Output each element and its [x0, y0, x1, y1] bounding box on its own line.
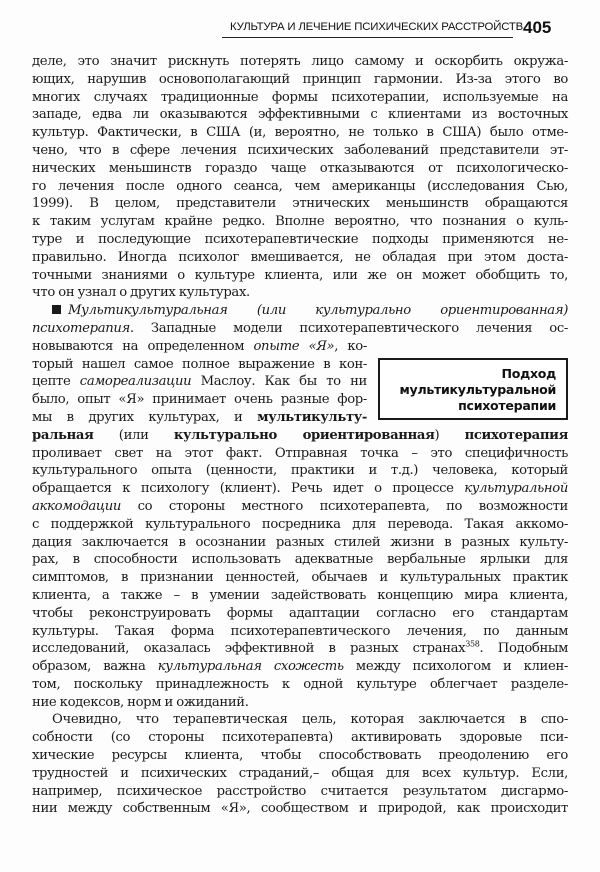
section-heading: Мультикультуральная (или культурально ориентированная): [68, 303, 568, 319]
text-line: трудностей и психических страданий,– общая для всех культур. Если,: [32, 765, 568, 781]
text-line: го лечения после одного сеанса, чем американцы (исследования Сью,: [32, 178, 568, 194]
section-heading-line: [32, 302, 568, 320]
text-line: проливает свет на этот факт. Отправная точка – это специфичность: [32, 445, 568, 461]
text-span: , ко-: [334, 338, 367, 354]
term-bold: ральная: [32, 427, 94, 443]
term-italic: культуральная схожесть: [157, 659, 344, 675]
text-span: обращается к психологу (клиент). Речь идет о процессе: [32, 481, 465, 497]
running-title: КУЛЬТУРА И ЛЕЧЕНИЕ ПСИХИЧЕСКИХ РАССТРОЙСТВ: [230, 21, 524, 33]
text-line: торый нашел самое полное выражение в кон-: [32, 356, 367, 372]
header-rule: [222, 37, 513, 38]
margin-note-line: мультикультуральной: [399, 382, 556, 397]
text-line: что он узнал о других культурах.: [32, 285, 250, 301]
text-line: нических меньшинств гораздо чаще отказываются от психологическо-: [32, 160, 568, 176]
term-italic: культуральной: [464, 481, 568, 497]
text-line: к таким услугам крайне редко. Вполне вероятно, что познания о куль-: [32, 214, 568, 230]
term-italic: опыте «Я»: [253, 338, 335, 354]
text-line: точными знаниями о культуре клиента, или же он может обобщить то,: [32, 267, 568, 283]
text-line: туре и последующие психотерапевтические подходы применяются не-: [32, 231, 568, 247]
text-line: том, поскольку принадлежность к одной культуре облегчает разделе-: [32, 676, 568, 692]
text-line: культур. Фактически, в США (и, вероятно, не только в США) было отме-: [32, 125, 568, 141]
text-line: было, опыт «Я» принимает очень разные фор-: [32, 392, 367, 408]
text-line: культуры. Такая форма психотерапевтического лечения, по данным: [32, 623, 568, 639]
text-line: с поддержкой культурального посредника для перевода. Такая аккомо-: [32, 516, 568, 532]
text-line: дация заключается в осознании разных стилей жизни в разных культу-: [32, 534, 568, 550]
text-line: 1999). В целом, представители этнических меньшинств обращаются: [32, 196, 568, 212]
text-line: собности (со стороны психотерапевта) активировать здоровые пси-: [32, 730, 568, 746]
text-span: между психологом и клиен-: [343, 659, 568, 675]
text-line: [32, 480, 568, 498]
term-bold: культурально ориентированная: [173, 427, 435, 443]
text-line: [32, 498, 568, 516]
text-span: . Западные модели психотерапевтического лечения ос-: [129, 320, 568, 336]
page-number: 405: [523, 18, 552, 37]
text-line: симптомов, в признании ценностей, обычаев и культуральных практик: [32, 570, 568, 586]
text-line: нии между собственным «Я», сообществом и природой, как происходит: [32, 801, 568, 817]
text-line: правильно. Иногда психолог вмешивается, не обладая при этом доста-: [32, 249, 568, 265]
text-span: Маслоу. Как бы то ни: [191, 374, 367, 390]
text-line: ющих, нарушив основополагающий принцип гармонии. Из-за этого во: [32, 71, 568, 87]
text-span: ): [434, 427, 465, 443]
running-header: [222, 16, 568, 42]
text-line: чтобы реконструировать формы адаптации согласно его стандартам: [32, 605, 568, 621]
text-line: [32, 409, 367, 427]
text-line: [32, 658, 568, 676]
text-line: [32, 373, 367, 391]
text-line: [32, 320, 568, 338]
text-span: новываются на определенном: [32, 338, 254, 354]
text-line: многих случаях традиционные формы психотерапии, используемые на: [32, 89, 568, 105]
text-line: западе, едва ли оказываются эффективными с клиентами из восточных: [32, 107, 568, 123]
text-span: . Подобным: [479, 641, 568, 657]
text-line: Очевидно, что терапевтическая цель, которая заключается в спо-: [52, 712, 568, 728]
margin-note-line: Подход: [501, 366, 556, 381]
margin-note-line: психотерапии: [458, 398, 556, 413]
text-span: (или: [93, 427, 174, 443]
text-line: например, психическое расстройство считается результатом дисгармо-: [32, 783, 568, 799]
term-bold: психотерапия: [464, 427, 568, 443]
text-line: деле, это значит рискнуть потерять лицо самому и оскорбить окружа-: [32, 54, 568, 69]
text-line: хические ресурсы клиента, чтобы способствовать преодолению его: [32, 748, 568, 764]
text-line: рах, в способности использовать адекватные вербальные ярлыки для: [32, 552, 568, 568]
text-line: [32, 427, 568, 445]
text-line: клиента, а также – в умении задействовать концепцию мира клиента,: [32, 587, 568, 603]
square-bullet-icon: [52, 305, 61, 314]
text-line: [32, 338, 367, 356]
term-italic: самореализации: [79, 374, 192, 390]
text-line: культурального опыта (ценности, практики и т.д.) человека, который: [32, 463, 568, 479]
text-line: чено, что в сфере лечения психических заболеваний представители эт-: [32, 142, 568, 158]
section-heading-cont: психотерапия: [32, 320, 130, 336]
text-span: цепте: [32, 374, 80, 390]
term-bold: мультикульту-: [257, 409, 367, 425]
text-line: ние кодексов, норм и ожиданий.: [32, 694, 249, 710]
text-line: [32, 640, 568, 658]
text-span: мы в других культурах, и: [32, 409, 258, 425]
footnote-ref: 358: [465, 639, 480, 649]
body-text: [32, 53, 568, 818]
term-italic: аккомодации: [32, 498, 121, 514]
text-span: со стороны местного психотерапевта, по возможности: [120, 498, 568, 514]
text-span: образом, важна: [32, 659, 158, 675]
text-span: исследований, оказалась эффективной в разных странах: [32, 641, 466, 657]
